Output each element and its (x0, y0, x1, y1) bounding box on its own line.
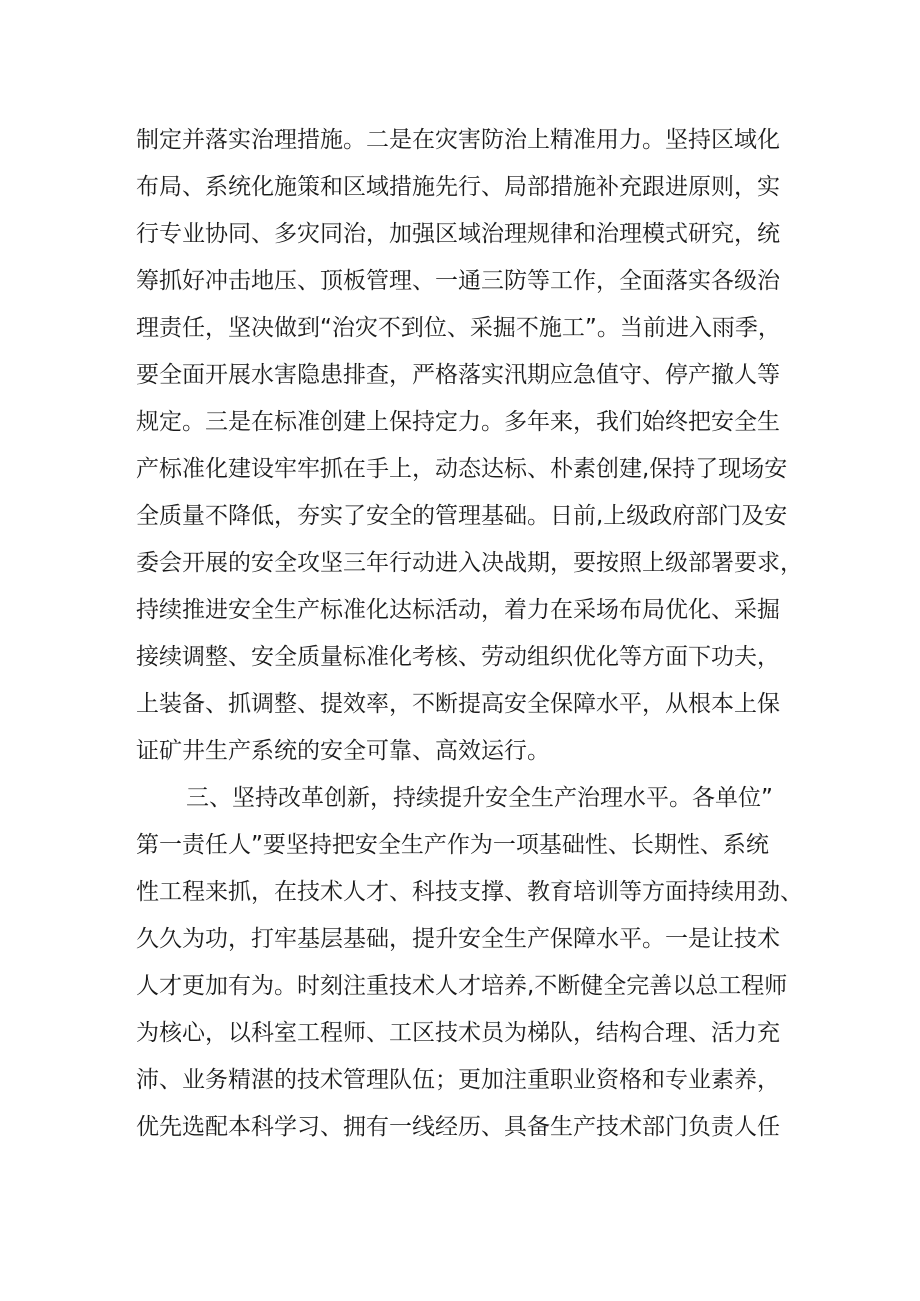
text-line: 上装备、抓调整、提效率，不断提高安全保障水平，从根本上保 (136, 691, 780, 717)
text-line: 第一责任人”要坚持把安全生产作为一项基础性、长期性、系统 (136, 832, 769, 858)
text-line: 人才更加有为。时刻注重技术人才培养,不断健全完善以总工程师 (136, 973, 788, 999)
text-line: 全质量不降低，夯实了安全的管理基础。日前,上级政府部门及安 (136, 503, 788, 529)
text-line: 产标准化建设牢牢抓在手上，动态达标、朴素创建,保持了现场安 (136, 456, 788, 482)
text-line: 证矿井生产系统的安全可靠、高效运行。 (136, 738, 550, 764)
text-line: 委会开展的安全攻坚三年行动进入决战期，要按照上级部署要求， (136, 550, 803, 576)
text-line: 筹抓好冲击地压、顶板管理、一通三防等工作，全面落实各级治 (136, 268, 780, 294)
text-line: 性工程来抓，在技术人才、科技支撑、教育培训等方面持续用劲、 (136, 879, 803, 905)
text-line: 久久为功，打牢基层基础，提升安全生产保障水平。一是让技术 (136, 926, 780, 952)
text-line: 优先选配本科学习、拥有一线经历、具备生产技术部门负责人任 (136, 1114, 780, 1140)
text-line: 要全面开展水害隐患排查，严格落实汛期应急值守、停产撤人等 (136, 362, 780, 388)
text-line: 规定。三是在标准创建上保持定力。多年来，我们始终把安全生 (136, 409, 780, 435)
paragraph-heading-line: 三、坚持改革创新，持续提升安全生产治理水平。各单位” (186, 785, 773, 811)
text-line: 理责任，坚决做到“治灾不到位、采掘不施工”。当前进入雨季， (136, 315, 781, 341)
text-line: 为核心，以科室工程师、工区技术员为梯队，结构合理、活力充 (136, 1020, 780, 1046)
text-line: 持续推进安全生产标准化达标活动，着力在采场布局优化、采掘 (136, 597, 780, 623)
text-line: 制定并落实治理措施。二是在灾害防治上精准用力。坚持区域化 (136, 127, 780, 153)
text-line: 行专业协同、多灾同治，加强区域治理规律和治理模式研究，统 (136, 221, 780, 247)
text-line: 接续调整、安全质量标准化考核、劳动组织优化等方面下功夫， (136, 644, 780, 670)
text-line: 布局、系统化施策和区域措施先行、局部措施补充跟进原则，实 (136, 174, 780, 200)
text-line: 沛、业务精湛的技术管理队伍；更加注重职业资格和专业素养， (136, 1067, 780, 1093)
